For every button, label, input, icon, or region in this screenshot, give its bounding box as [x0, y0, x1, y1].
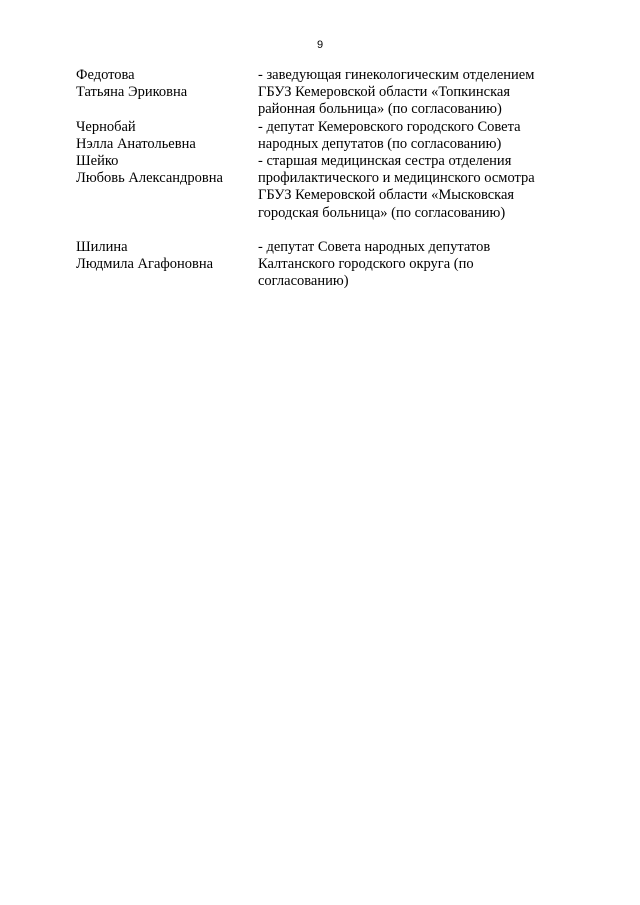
member-name: [76, 239, 258, 291]
member-given-names: Любовь Александровна: [76, 170, 223, 187]
member-role-line: - заведующая гинекологическим отделением: [258, 67, 535, 83]
member-name: [76, 119, 258, 153]
members-list: [76, 67, 576, 291]
member-role: [258, 67, 576, 119]
member-role-line: Калтанского городского округа (по: [258, 256, 474, 273]
member-role-line: ГБУЗ Кемеровской области «Топкинская: [258, 84, 511, 101]
page-number: 9: [316, 39, 324, 51]
member-role-line: - депутат Кемеровского городского Совета: [258, 118, 521, 135]
member-row-fedotova: [76, 67, 576, 119]
member-surname: Чернобай: [76, 118, 136, 135]
member-role-line: районная больница» (по согласованию): [258, 101, 502, 118]
member-name: [76, 153, 258, 222]
member-row-sheyko: [76, 153, 576, 222]
member-role: [258, 239, 576, 291]
member-role: [258, 119, 576, 153]
member-given-names: Людмила Агафоновна: [76, 256, 214, 273]
member-role-line: ГБУЗ Кемеровской области «Мысковская: [258, 187, 515, 204]
member-surname: Федотова: [76, 67, 135, 83]
member-given-names: Татьяна Эриковна: [76, 84, 188, 101]
member-role-line: согласованию): [258, 273, 349, 290]
member-surname: Шилина: [76, 239, 128, 256]
member-role-line: городская больница» (по согласованию): [258, 204, 506, 221]
member-name: [76, 67, 258, 119]
member-role: [258, 153, 576, 222]
member-role-line: профилактического и медицинского осмотра: [258, 170, 535, 187]
member-row-shilina: [76, 239, 576, 291]
member-role-line: - старшая медицинская сестра отделения: [258, 153, 512, 170]
member-given-names: Нэлла Анатольевна: [76, 135, 196, 152]
member-role-line: народных депутатов (по согласованию): [258, 135, 502, 152]
member-row-chernobay: [76, 119, 576, 153]
member-surname: Шейко: [76, 153, 119, 170]
member-role-line: - депутат Совета народных депутатов: [258, 239, 491, 256]
